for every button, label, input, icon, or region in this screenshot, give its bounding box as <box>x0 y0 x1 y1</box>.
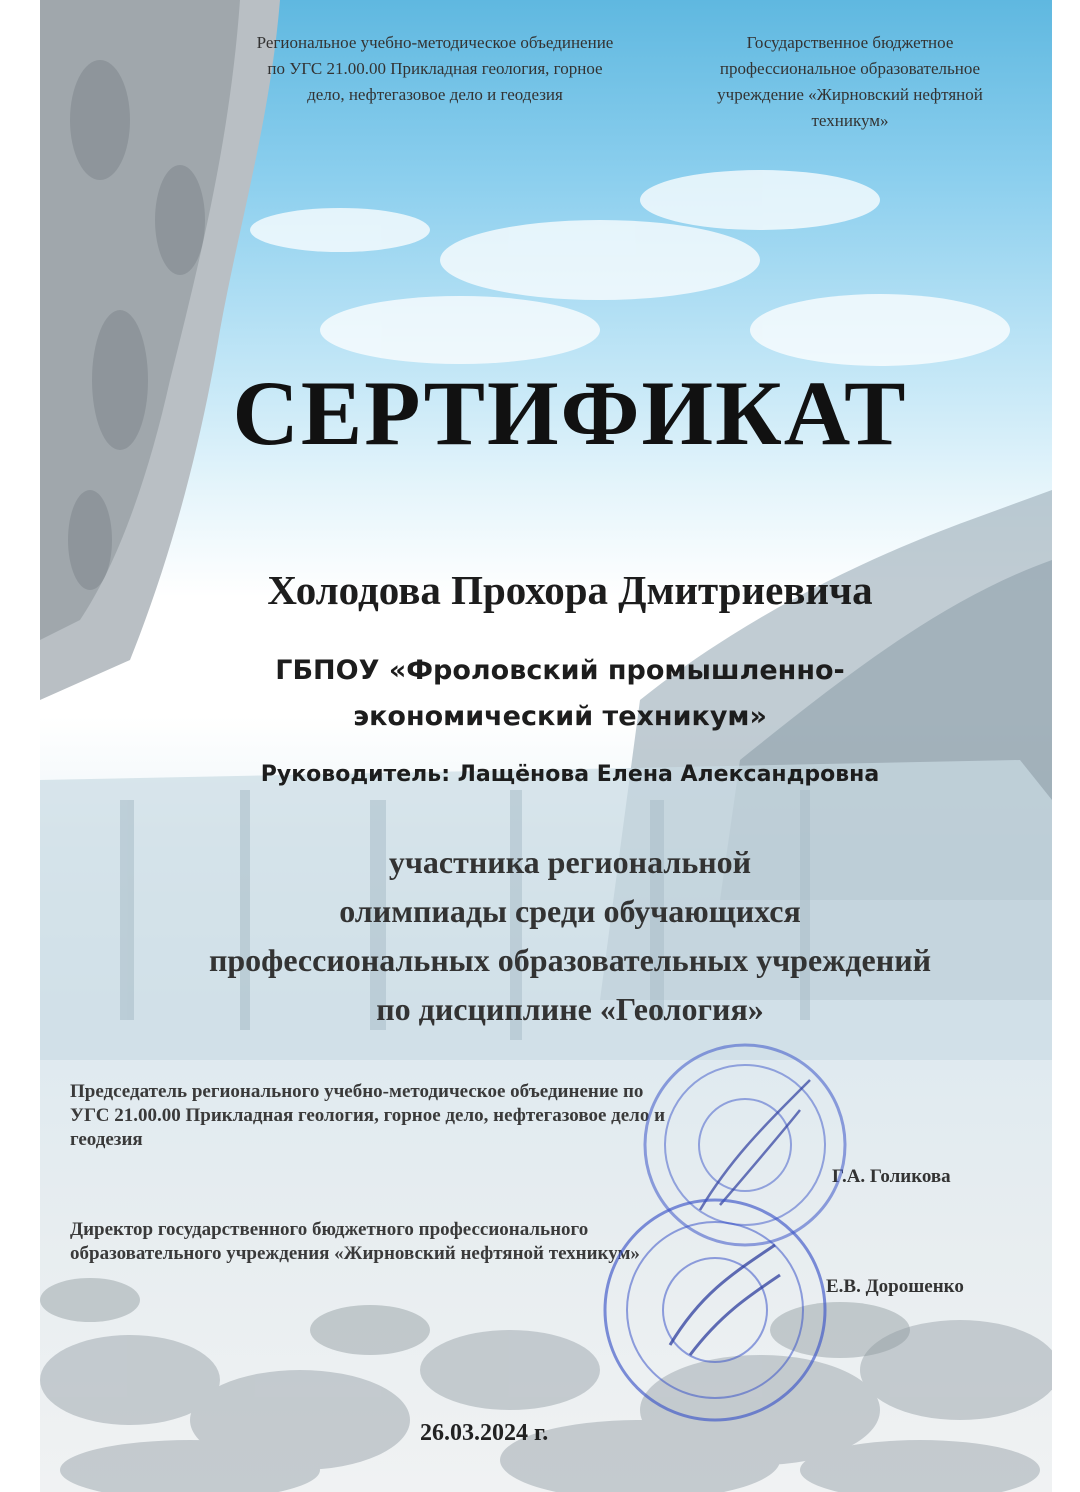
mountain-background-image <box>40 0 1052 1492</box>
description-line-4: по дисциплине «Геология» <box>376 991 764 1027</box>
certificate-description <box>90 838 1050 1034</box>
certificate-date: 26.03.2024 г. <box>420 1420 549 1446</box>
signature-position-director: Директор государственного бюджетного профессионального образовательного учреждения «Жирновский нефтяной техникум» <box>70 1219 640 1264</box>
description-line-2: олимпиады среди обучающихся <box>339 893 801 929</box>
signature-position-chairman: Председатель регионального учебно-методическое объединение по УГС 21.00.00 Прикладная геология, горное дело, нефтегазовое дело и геодезия <box>70 1081 666 1150</box>
description-line-3: профессиональных образовательных учреждений <box>208 942 932 978</box>
header-left-organization: Региональное учебно-методическое объединение по УГС 21.00.00 Прикладная геология, горное дело, нефтегазовое дело и геодезия <box>256 33 614 104</box>
signature-name-chairman: Г.А. Голикова <box>832 1166 951 1187</box>
description-line-1: участника региональной <box>388 844 752 880</box>
signature-name-director: Е.В. Дорошенко <box>826 1276 964 1297</box>
round-seal-stamp <box>600 1195 830 1425</box>
recipient-school: ГБПОУ «Фроловский промышленно-экономический техникум» <box>275 655 845 732</box>
recipient-name: Холодова Прохора Дмитриевича <box>267 567 873 613</box>
header-right-organization: Государственное бюджетное профессиональное образовательное учреждение «Жирновский нефтяной техникум» <box>717 33 983 130</box>
certificate-title: СЕРТИФИКАТ <box>232 362 908 464</box>
mentor-line: Руководитель: Лащёнова Елена Александровна <box>260 762 880 787</box>
